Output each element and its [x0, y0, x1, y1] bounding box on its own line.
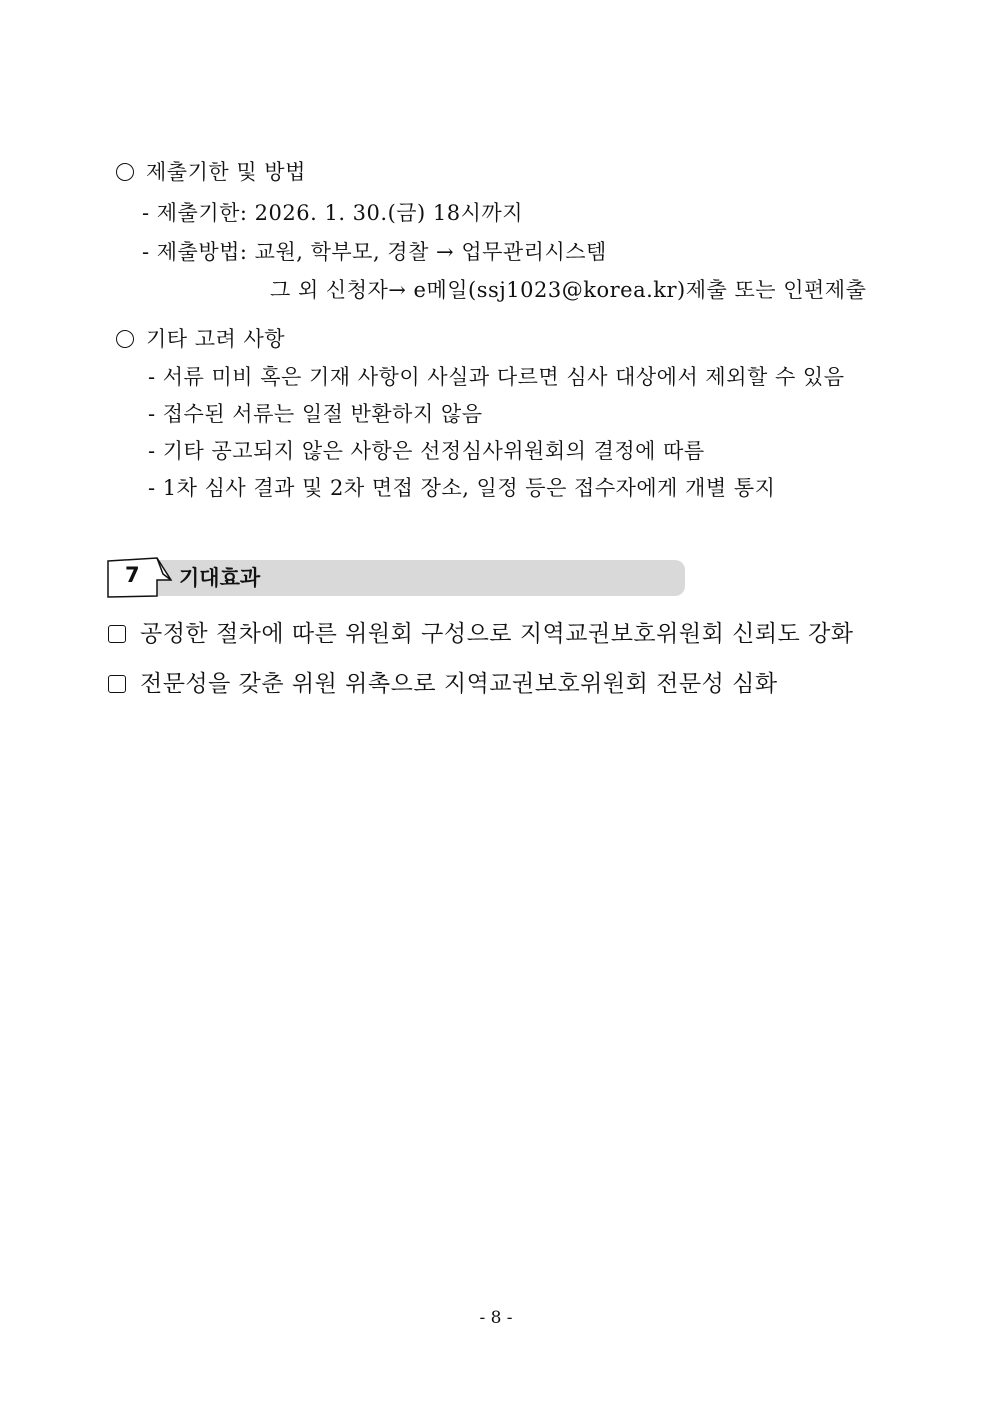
- section-number-tab-icon: [107, 556, 179, 600]
- square-bullet-icon: [108, 625, 126, 643]
- consideration-item: - 1차 심사 결과 및 2차 면접 장소, 일정 등은 접수자에게 개별 통지: [148, 476, 776, 500]
- circle-bullet-icon: [116, 163, 134, 181]
- section-number: 7: [125, 563, 140, 587]
- consideration-item: - 서류 미비 혹은 기재 사항이 사실과 다르면 심사 대상에서 제외할 수 있음: [148, 365, 845, 389]
- submission-heading: 제출기한 및 방법: [116, 157, 306, 187]
- square-bullet-icon: [108, 675, 126, 693]
- considerations-heading: 기타 고려 사항: [116, 324, 285, 354]
- page-number: - 8 -: [479, 1308, 513, 1328]
- submission-method-other: 그 외 신청자→ e메일(ssj1023@korea.kr)제출 또는 인편제출: [270, 278, 867, 302]
- effect-item: 공정한 절차에 따른 위원회 구성으로 지역교권보호위원회 신뢰도 강화: [108, 619, 854, 649]
- section-header: [107, 556, 685, 600]
- effect-item: 전문성을 갖춘 위원 위촉으로 지역교권보호위원회 전문성 심화: [108, 669, 778, 699]
- submission-method: - 제출방법: 교원, 학부모, 경찰 → 업무관리시스템: [142, 240, 607, 264]
- submission-deadline: - 제출기한: 2026. 1. 30.(금) 18시까지: [142, 201, 523, 225]
- section-title: 기대효과: [179, 566, 261, 590]
- circle-bullet-icon: [116, 330, 134, 348]
- consideration-item: - 접수된 서류는 일절 반환하지 않음: [148, 402, 483, 426]
- consideration-item: - 기타 공고되지 않은 사항은 선정심사위원회의 결정에 따름: [148, 439, 705, 463]
